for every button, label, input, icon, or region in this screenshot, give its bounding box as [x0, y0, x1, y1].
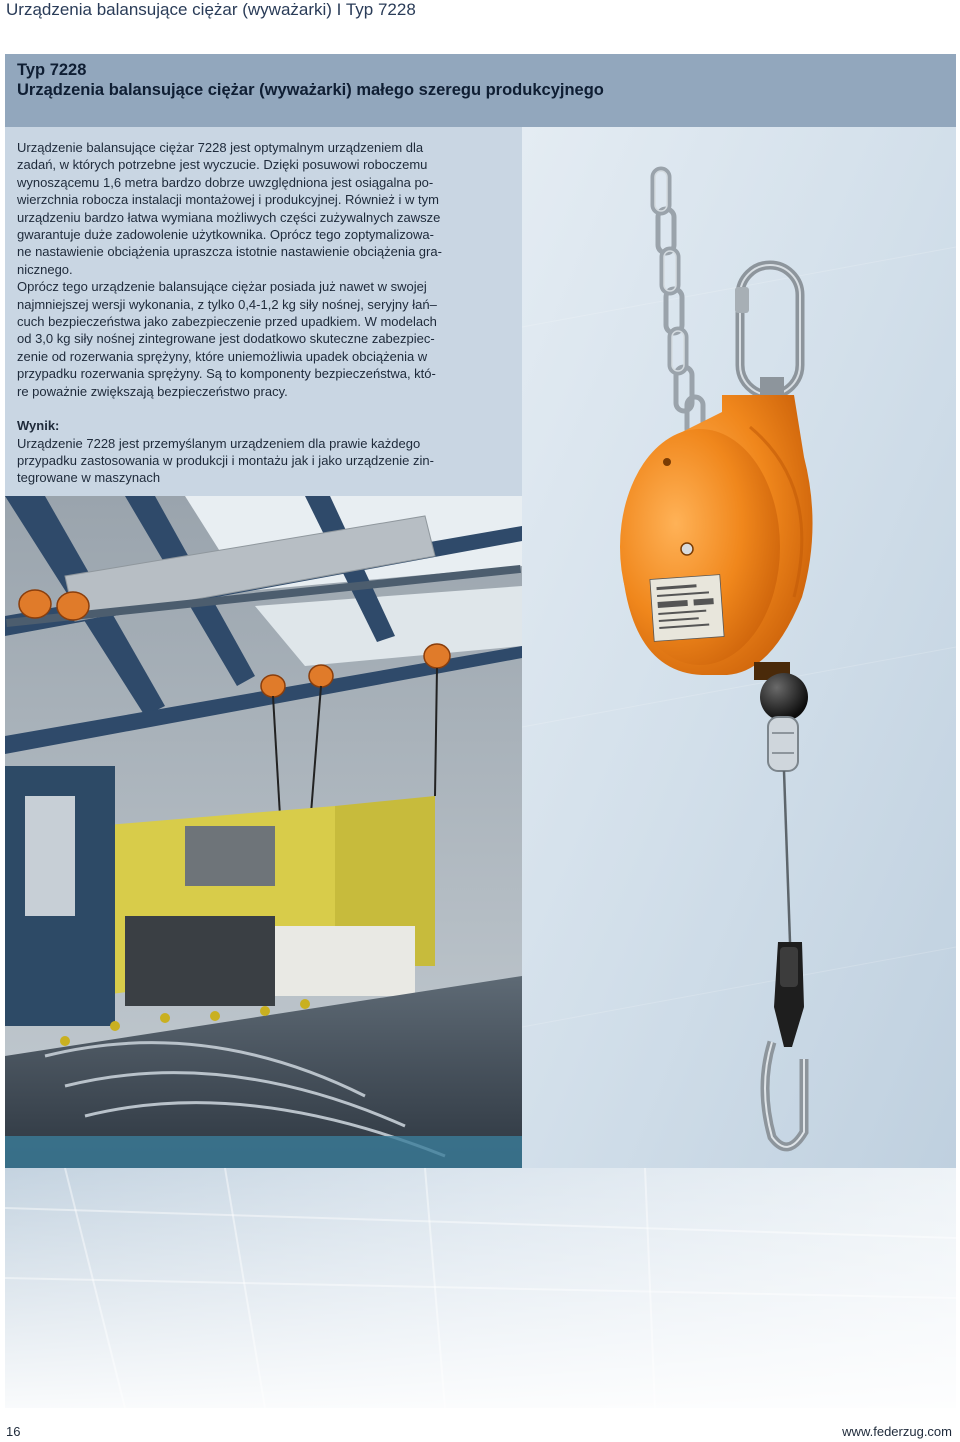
description-line: Urządzenie balansujące ciężar 7228 jest optymalnym urządzeniem dla [17, 140, 424, 155]
type-label: Typ 7228 [17, 61, 87, 79]
description-line: najmniejszej wersji wykonania, z tylko 0,4-1,2 kg siły nośnej, seryjny łań– [17, 296, 437, 312]
decorative-background-band [5, 1168, 956, 1408]
result-line: tegrowane w maszynach [17, 470, 161, 486]
description-line: gwarantuje duże zadowolenie użytkownika. Oprócz tego zoptymalizowa- [17, 227, 434, 243]
header-band [5, 54, 956, 127]
description-line: wynoszącemu 1,6 metra bardzo dobrze uwzględniona jest osiągalna po- [17, 174, 434, 190]
description-line: cuch bezpieczeństwa jako zabezpieczenie przed upadkiem. W modelach [17, 314, 437, 330]
result-line: Urządzenie 7228 jest przemyślanym urządzeniem dla prawie każdego [17, 435, 421, 451]
description-line: zenie od rozerwania sprężyny, które uniemożliwia upadek obciążenia w [17, 348, 428, 364]
page-number: 16 [6, 1424, 21, 1439]
description-line: nicznego. [17, 261, 73, 277]
description-line: re poważnie zwiększają bezpieczeństwo pracy. [17, 383, 288, 399]
description-line: ne nastawienie obciążenia upraszcza istotnie nastawienie obciążenia gra- [17, 244, 442, 260]
description-line: Oprócz tego urządzenie balansujące ciężar posiada już nawet w swojej [17, 279, 427, 295]
product-subtitle: Urządzenia balansujące ciężar (wyważarki) małego szeregu produkcyjnego [17, 81, 604, 99]
description-line: przypadku rozerwania sprężyny. Są to komponenty bezpieczeństwa, któ- [17, 366, 436, 382]
factory-installation-photo [5, 496, 522, 1168]
description-line: wierzchnia robocza instalacji montażowej i produkcyjnej. Również i w tym [17, 192, 439, 208]
description-panel [5, 127, 522, 496]
description-body [17, 139, 501, 487]
result-line: przypadku zastosowania w produkcji i montażu jak i jako urządzenie zin- [17, 452, 434, 468]
website-link[interactable]: www.federzug.com [842, 1424, 952, 1439]
description-line: zadań, w których potrzebne jest wyczucie. Dzięki posuwowi roboczemu [17, 157, 428, 173]
balancer-product-photo [522, 127, 956, 1168]
page-running-title: Urządzenia balansujące ciężar (wyważarki) I Typ 7228 [6, 0, 416, 19]
description-line: od 3,0 kg siły nośnej zintegrowane jest dodatkowo skuteczne zabezpiec- [17, 331, 435, 347]
result-heading: Wynik: [17, 418, 60, 434]
description-line: urządzeniu bardzo łatwa wymiana możliwych części zużywalnych zawsze [17, 209, 441, 225]
